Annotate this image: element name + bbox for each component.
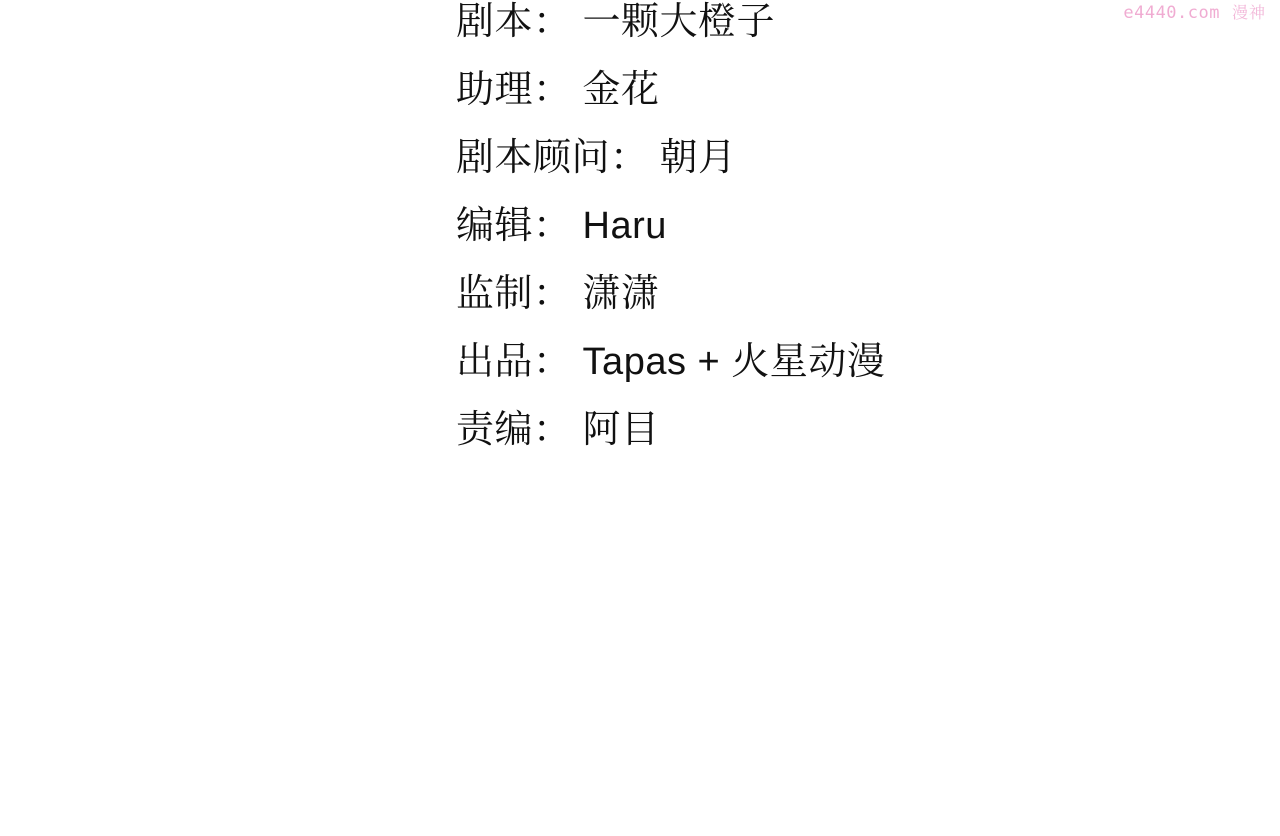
watermark (1123, 0, 1266, 23)
credit-line: 责编： 阿目 (456, 409, 660, 451)
credit-line: 监制： 潇潇 (456, 273, 660, 315)
credit-line: 剧本顾问： 朝月 (456, 137, 737, 179)
watermark-site-name: 漫神 (1231, 5, 1266, 22)
credit-line: 出品： Tapas + 火星动漫 (456, 341, 886, 383)
credit-line: 编辑： Haru (456, 205, 667, 247)
credits-list (456, 0, 885, 464)
credit-line: 剧本： 一颗大橙子 (456, 1, 776, 43)
watermark-url: e4440.com (1123, 3, 1220, 23)
credit-line: 助理： 金花 (456, 69, 660, 111)
